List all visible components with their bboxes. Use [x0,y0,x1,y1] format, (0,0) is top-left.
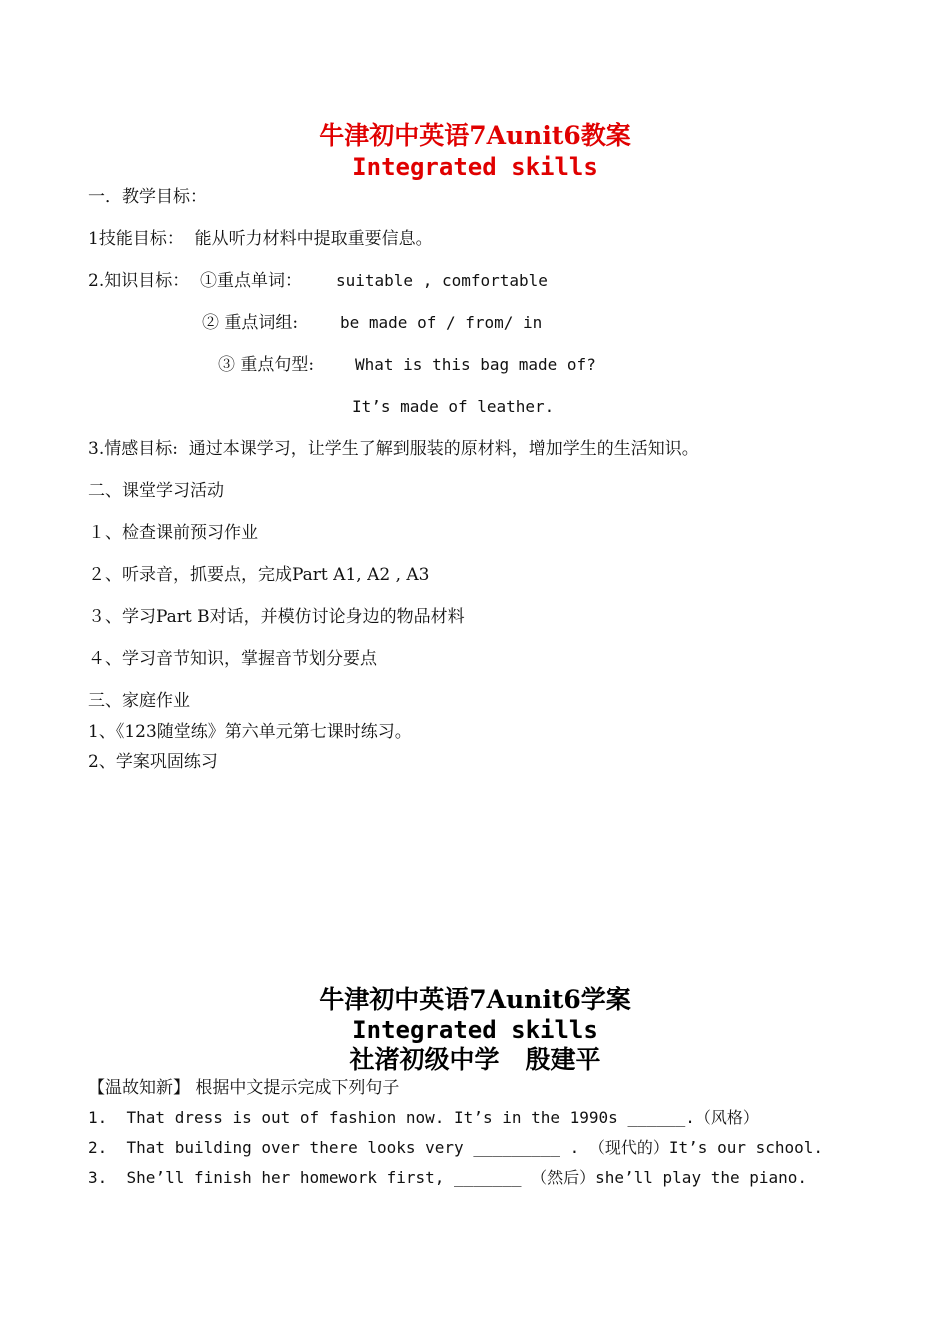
activity-item: ３、学习Part B对话，并模仿讨论身边的物品材料 [88,607,465,627]
lesson-plan-title: 牛津初中英语7Aunit6教案 [319,121,631,150]
skill-goal: 1技能目标： 能从听力材料中提取重要信息。 [88,229,433,249]
study-plan-title: 牛津初中英语7Aunit6学案 [319,985,631,1014]
knowledge-goal-label: 2.知识目标： ①重点单词： [88,271,303,291]
sentences-label: ③ 重点句型: [218,355,315,375]
section2-heading: 二、课堂学习活动 [88,481,224,501]
phrases: be made of / from/ in [340,313,543,332]
author-line: 社渚初级中学 殷建平 [349,1045,601,1074]
review-heading: 【温故知新】 根据中文提示完成下列句子 [88,1078,400,1098]
activity-item: １、检查课前预习作业 [88,523,258,543]
exercise-item: 2. That building over there looks very _________ . （现代的）It’s our school. [88,1138,824,1157]
activity-item: ２、听录音，抓要点，完成Part A1, A2 , A3 [88,565,430,585]
study-plan-subtitle: Integrated skills [352,1016,598,1044]
homework-item: 1、《123随堂练》第六单元第七课时练习。 [88,722,412,742]
homework-item: 2、学案巩固练习 [88,752,218,772]
exercise-item: 3. She’ll finish her homework first, _______ （然后）she’ll play the piano. [88,1168,808,1187]
section1-heading: 一．教学目标： [88,187,207,207]
activity-item: ４、学习音节知识，掌握音节划分要点 [88,649,377,669]
phrases-label: ② 重点词组: [202,313,299,333]
knowledge-goal-words: suitable , comfortable [336,271,548,290]
lesson-plan-subtitle: Integrated skills [352,153,598,181]
emotion-goal: 3.情感目标: 通过本课学习，让学生了解到服装的原材料，增加学生的生活知识。 [88,439,699,459]
sentence-answer: It’s made of leather. [352,397,555,416]
sentence-question: What is this bag made of? [355,355,596,374]
exercise-item: 1. That dress is out of fashion now. It’s in the 1990s ______.（风格） [88,1108,759,1127]
section3-heading: 三、家庭作业 [88,691,190,711]
